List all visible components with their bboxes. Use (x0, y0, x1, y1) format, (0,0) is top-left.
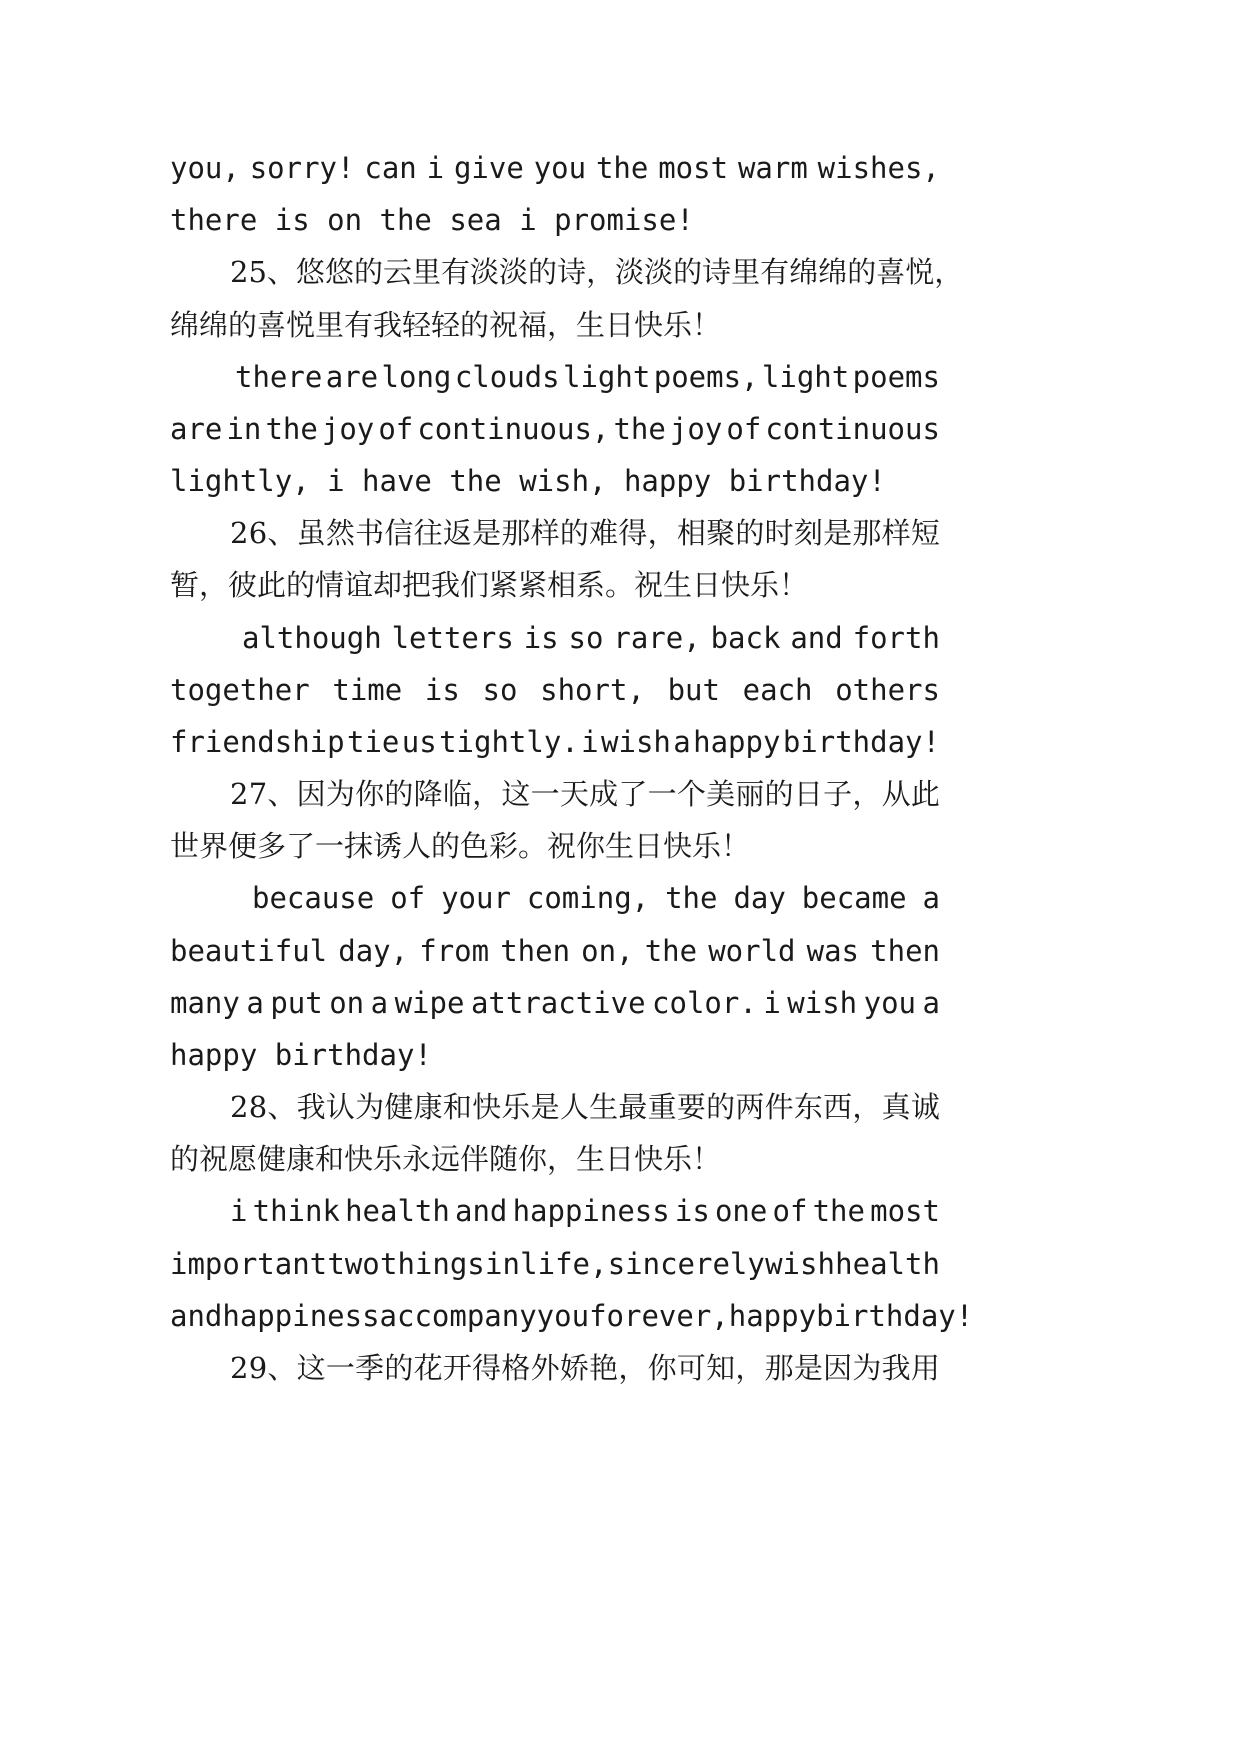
word: are (170, 411, 223, 446)
word: friendship (170, 724, 345, 759)
word: 最 (618, 1090, 648, 1125)
word: 用 (910, 1350, 940, 1385)
word: clouds (454, 359, 560, 394)
word: 、 (267, 777, 297, 812)
word: 得 (618, 516, 648, 551)
text-line: 的祝愿健康和快乐永远伴随你，生日快乐！ (170, 1142, 722, 1177)
word: happy (693, 724, 781, 759)
word: 2 (230, 777, 249, 812)
word: 有 (441, 255, 471, 290)
word: most (870, 1194, 940, 1229)
word: 那 (852, 516, 882, 551)
word: 7 (248, 777, 268, 812)
word: 绵 (818, 255, 848, 290)
word: 8 (248, 1090, 268, 1125)
word: 了 (618, 777, 648, 812)
word: 的 (764, 777, 794, 812)
word: continuous, (417, 411, 610, 446)
word: and (455, 1194, 508, 1229)
word: 短 (910, 516, 940, 551)
word: 艳 (589, 1350, 619, 1385)
word: 绵 (789, 255, 819, 290)
word: the (595, 151, 649, 185)
word: 人 (559, 1090, 589, 1125)
text-line: lightly, i have the wish, happy birthday! (170, 464, 886, 499)
word: ， (647, 516, 677, 551)
word: 你 (647, 1350, 677, 1385)
word: from (419, 933, 490, 968)
word: 的 (559, 516, 589, 551)
text-line (170, 661, 940, 719)
word: 往 (413, 516, 443, 551)
text-line (170, 139, 940, 197)
word: 诗 (557, 255, 587, 290)
word: wish (765, 1246, 835, 1281)
word: 生 (589, 1090, 619, 1125)
word: 的 (706, 1090, 736, 1125)
word: long (381, 359, 452, 394)
word: most (658, 151, 729, 185)
word: warm (737, 151, 808, 185)
word: 开 (442, 1350, 472, 1385)
word: you (533, 151, 587, 185)
word: 可 (676, 1350, 706, 1385)
word: 虽 (296, 516, 326, 551)
word: the (644, 933, 698, 968)
word: wish (601, 724, 671, 759)
word: happy (728, 1298, 817, 1333)
word: 有 (760, 255, 790, 290)
word: 外 (530, 1350, 560, 1385)
word: a (673, 724, 691, 759)
word: poems (852, 359, 940, 394)
word: of (378, 411, 414, 446)
word: poems, (653, 359, 759, 394)
word: 快 (472, 1090, 502, 1125)
word: 为 (325, 777, 355, 812)
word: 、 (267, 516, 297, 551)
word: 喜 (876, 255, 906, 290)
text-line (230, 504, 940, 562)
word: the (812, 1194, 865, 1229)
word: ， (472, 777, 502, 812)
word: 聚 (706, 516, 736, 551)
word: health (345, 1194, 450, 1229)
word: 是 (793, 1350, 823, 1385)
word: the (265, 411, 318, 446)
word: 成 (589, 777, 619, 812)
word: 淡 (499, 255, 529, 290)
word: 的 (528, 255, 558, 290)
text-line (170, 400, 940, 458)
word: beautiful (170, 933, 328, 968)
word: 那 (764, 1350, 794, 1385)
word: 个 (676, 777, 706, 812)
text-line: 世界便多了一抹诱人的色彩。祝你生日快乐！ (170, 829, 751, 864)
word: so (482, 672, 518, 707)
word: wishes, (817, 151, 940, 185)
word: sincerely (607, 1246, 765, 1281)
word: became (801, 881, 907, 916)
text-line (230, 243, 964, 301)
word: is (523, 620, 559, 655)
word: day (733, 881, 786, 916)
word: 乐 (501, 1090, 531, 1125)
word: 那 (501, 516, 531, 551)
word: 样 (881, 516, 911, 551)
word: 5 (248, 255, 267, 290)
word: on (329, 985, 365, 1020)
word: 的 (384, 1350, 414, 1385)
word: 云 (382, 255, 412, 290)
word: 诚 (910, 1090, 940, 1125)
word: 书 (355, 516, 385, 551)
word: 一 (530, 777, 560, 812)
text-line (170, 922, 940, 980)
word: 知 (706, 1350, 736, 1385)
word: tie (347, 724, 400, 759)
word: 相 (676, 516, 706, 551)
word: 一 (325, 1350, 355, 1385)
word: 重 (647, 1090, 677, 1125)
text-line (170, 1287, 974, 1345)
word: us (401, 724, 437, 759)
text-line: happy birthday! (170, 1037, 432, 1072)
word: the (613, 411, 666, 446)
word: in (485, 1246, 520, 1281)
word: 丽 (735, 777, 765, 812)
word: 花 (413, 1350, 443, 1385)
word: 从 (881, 777, 911, 812)
word: 我 (881, 1350, 911, 1385)
text-line (230, 1339, 940, 1397)
word: coming, (526, 881, 650, 916)
word: many (170, 985, 240, 1020)
word: health (835, 1246, 940, 1281)
word: 的 (673, 255, 703, 290)
word: ， (934, 255, 964, 290)
word: 里 (411, 255, 441, 290)
text-line (170, 974, 940, 1032)
text-line: there is on the sea i promise! (170, 203, 694, 238)
word: your (441, 881, 511, 916)
word: things (380, 1246, 485, 1281)
word: 为 (355, 1090, 385, 1125)
word: 西 (823, 1090, 853, 1125)
word: forth (852, 620, 940, 655)
word: 这 (296, 1350, 326, 1385)
word: 认 (325, 1090, 355, 1125)
word: 淡 (615, 255, 645, 290)
word: 难 (589, 516, 619, 551)
word: 因 (296, 777, 326, 812)
word: are (325, 359, 379, 394)
word: then (500, 933, 571, 968)
word: 因 (823, 1350, 853, 1385)
word: 东 (793, 1090, 823, 1125)
word: one (714, 1194, 768, 1229)
word: 为 (852, 1350, 882, 1385)
word: each (742, 672, 813, 707)
word: 时 (764, 516, 794, 551)
word: back (710, 620, 781, 655)
word: 里 (731, 255, 761, 290)
word: happiness (512, 1194, 670, 1229)
word: 此 (910, 777, 940, 812)
word: 和 (442, 1090, 472, 1125)
word: world (708, 933, 796, 968)
word: a (246, 985, 264, 1020)
word: 是 (472, 516, 502, 551)
word: birthday! (782, 724, 940, 759)
word: life, (520, 1246, 608, 1281)
word: 日 (793, 777, 823, 812)
word: 健 (384, 1090, 414, 1125)
word: was (806, 933, 860, 968)
word: 诗 (702, 255, 732, 290)
word: because (252, 881, 375, 916)
word: in (226, 411, 262, 446)
word: give (453, 151, 524, 185)
word: the (665, 881, 718, 916)
word: 的 (735, 516, 765, 551)
word: letters (391, 620, 514, 655)
word: you, (170, 151, 240, 185)
word: a (922, 985, 940, 1020)
word: and (790, 620, 843, 655)
word: forever, (589, 1298, 729, 1333)
word: attractive (470, 985, 646, 1020)
word: i (426, 151, 445, 185)
word: 淡 (470, 255, 500, 290)
word: 返 (442, 516, 472, 551)
word: i (763, 985, 781, 1020)
text-line (230, 765, 940, 823)
word: two (327, 1246, 380, 1281)
word: rare, (613, 620, 701, 655)
word: ， (618, 1350, 648, 1385)
word: of (390, 881, 426, 916)
word: short, (540, 672, 645, 707)
word: 子 (823, 777, 853, 812)
text-line (230, 1182, 940, 1240)
word: ， (852, 777, 882, 812)
word: 样 (530, 516, 560, 551)
word: together (170, 672, 310, 707)
word: happiness (222, 1298, 380, 1333)
word: 临 (442, 777, 472, 812)
text-line (230, 1078, 940, 1136)
word: can (364, 151, 417, 185)
word: 要 (676, 1090, 706, 1125)
word: of (772, 1194, 808, 1229)
word: a (922, 881, 940, 916)
word: birthday! (816, 1298, 974, 1333)
text-line: 绵绵的喜悦里有我轻轻的祝福，生日快乐！ (170, 307, 722, 342)
text-line (235, 348, 940, 406)
word: 9 (248, 1350, 268, 1385)
word: color. (652, 985, 757, 1020)
word: 季 (355, 1350, 385, 1385)
word: 的 (353, 255, 383, 290)
word: joy (669, 411, 723, 446)
text-line (170, 713, 940, 771)
word: 、 (266, 255, 296, 290)
word: 2 (230, 255, 249, 290)
word: 、 (267, 1350, 297, 1385)
word: important (170, 1246, 328, 1281)
word: 悠 (324, 255, 354, 290)
word: 悠 (295, 255, 325, 290)
word: ， (586, 255, 616, 290)
word: 我 (296, 1090, 326, 1125)
word: there (235, 359, 323, 394)
word: others (835, 672, 940, 707)
word: 天 (559, 777, 589, 812)
word: 的 (847, 255, 877, 290)
word: 的 (384, 777, 414, 812)
word: is (674, 1194, 710, 1229)
word: 你 (355, 777, 385, 812)
word: 2 (230, 516, 249, 551)
word: 2 (230, 1350, 249, 1385)
word: 美 (706, 777, 736, 812)
word: put (270, 985, 323, 1020)
word: 降 (413, 777, 443, 812)
word: 两 (735, 1090, 765, 1125)
word: although (242, 620, 382, 655)
word: light (761, 359, 850, 394)
word: 得 (472, 1350, 502, 1385)
word: and (170, 1298, 223, 1333)
text-line (242, 609, 940, 667)
text-line (170, 1235, 940, 1293)
word: 悦 (905, 255, 935, 290)
word: 信 (384, 516, 414, 551)
word: 真 (881, 1090, 911, 1125)
word: 然 (325, 516, 355, 551)
word: on, (581, 933, 634, 968)
word: 件 (764, 1090, 794, 1125)
word: continuous (765, 411, 940, 446)
word: wipe (394, 985, 465, 1020)
word: so (568, 620, 604, 655)
word: 6 (248, 516, 268, 551)
word: joy (321, 411, 375, 446)
word: sorry! (249, 151, 355, 185)
word: 、 (267, 1090, 297, 1125)
word: 是 (823, 516, 853, 551)
word: 这 (501, 777, 531, 812)
word: 格 (501, 1350, 531, 1385)
word: wish (787, 985, 858, 1020)
word: of (726, 411, 762, 446)
word: 娇 (559, 1350, 589, 1385)
word: tightly. (439, 724, 579, 759)
word: 一 (647, 777, 677, 812)
word: ， (735, 1350, 765, 1385)
word: 刻 (793, 516, 823, 551)
word: is (424, 672, 460, 707)
word: you (863, 985, 917, 1020)
word: 康 (413, 1090, 443, 1125)
word: then (870, 933, 940, 968)
word: but (667, 672, 720, 707)
word: accompany (379, 1298, 537, 1333)
word: you (536, 1298, 590, 1333)
word: a (370, 985, 389, 1020)
word: 是 (530, 1090, 560, 1125)
word: day, (338, 933, 409, 968)
word: i (230, 1194, 248, 1229)
word: time (332, 672, 403, 707)
word: ， (852, 1090, 882, 1125)
text-line (252, 869, 940, 927)
text-line: 暂，彼此的情谊却把我们紧紧相系。祝生日快乐！ (170, 568, 809, 603)
word: light (563, 359, 651, 394)
word: think (252, 1194, 340, 1229)
word: 淡 (644, 255, 674, 290)
word: i (581, 724, 599, 759)
word: 2 (230, 1090, 249, 1125)
